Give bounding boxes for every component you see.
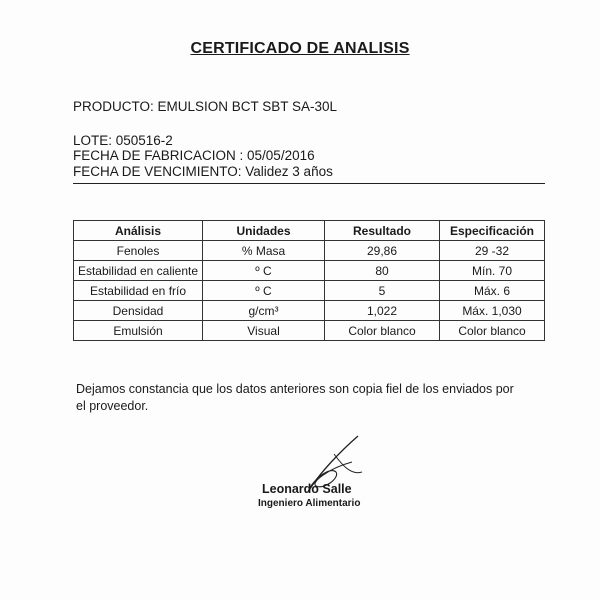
manufacture-date-line: FECHA DE FABRICACION : 05/05/2016 xyxy=(73,148,315,163)
table-header-row xyxy=(74,221,545,241)
certificate-title: CERTIFICADO DE ANALISIS xyxy=(190,40,410,57)
signer-role: Ingeniero Alimentario xyxy=(258,498,361,509)
cell-analysis: Densidad xyxy=(74,301,203,321)
cell-analysis: Emulsión xyxy=(74,321,203,341)
table-row xyxy=(74,241,545,261)
cell-specification: Máx. 6 xyxy=(440,281,545,301)
header-specification: Especificación xyxy=(440,221,545,241)
table-row xyxy=(74,301,545,321)
cell-units: Visual xyxy=(203,321,325,341)
cell-result: 80 xyxy=(325,261,440,281)
cell-result: 5 xyxy=(325,281,440,301)
cell-specification: 29 -32 xyxy=(440,241,545,261)
cell-specification: Máx. 1,030 xyxy=(440,301,545,321)
table-row xyxy=(74,281,545,301)
cell-result: Color blanco xyxy=(325,321,440,341)
table-row xyxy=(74,321,545,341)
cell-result: 29,86 xyxy=(325,241,440,261)
cell-units: º C xyxy=(203,281,325,301)
cell-analysis: Estabilidad en frío xyxy=(74,281,203,301)
cell-analysis: Estabilidad en caliente xyxy=(74,261,203,281)
cell-specification: Mín. 70 xyxy=(440,261,545,281)
cell-analysis: Fenoles xyxy=(74,241,203,261)
header-result: Resultado xyxy=(325,221,440,241)
cell-specification: Color blanco xyxy=(440,321,545,341)
signer-name: Leonardo Salle xyxy=(262,482,352,496)
cell-units: % Masa xyxy=(203,241,325,261)
product-line: PRODUCTO: EMULSION BCT SBT SA-30L xyxy=(73,99,338,114)
cell-result: 1,022 xyxy=(325,301,440,321)
lot-line: LOTE: 050516-2 xyxy=(73,133,173,148)
header-divider xyxy=(73,183,545,184)
expiry-line: FECHA DE VENCIMIENTO: Validez 3 años xyxy=(73,164,333,179)
disclaimer-note: Dejamos constancia que los datos anteriores son copia fiel de los enviados por el proveedor. xyxy=(76,382,514,413)
analysis-table xyxy=(73,220,545,341)
table-row xyxy=(74,261,545,281)
cell-units: g/cm³ xyxy=(203,301,325,321)
cell-units: º C xyxy=(203,261,325,281)
header-units: Unidades xyxy=(203,221,325,241)
header-analysis: Análisis xyxy=(74,221,203,241)
